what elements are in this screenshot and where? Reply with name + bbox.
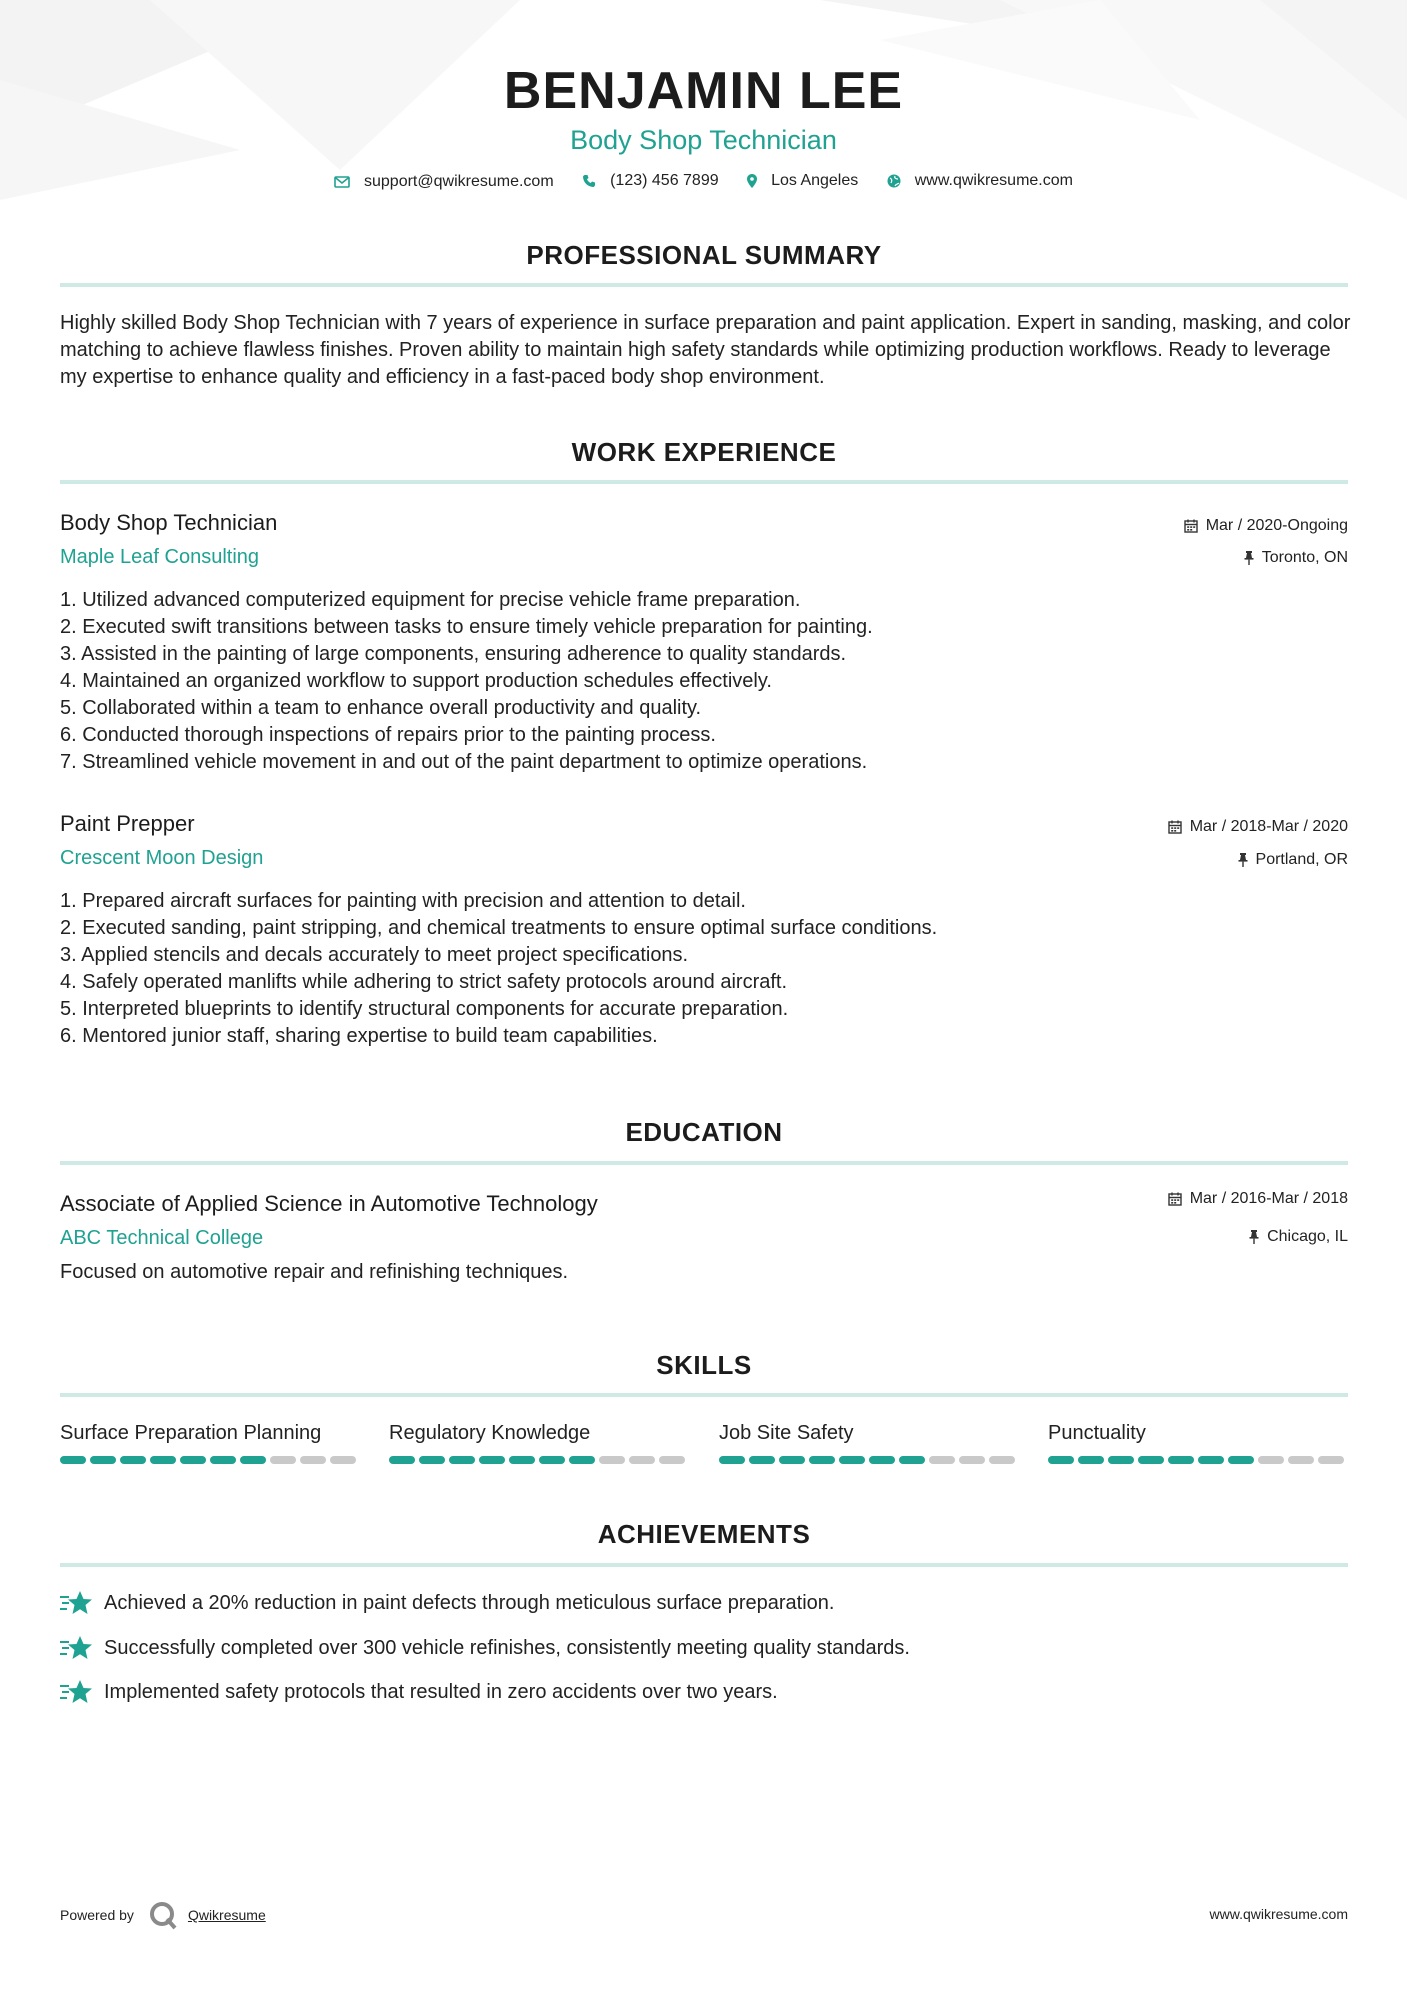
calendar-icon <box>1168 1192 1182 1206</box>
skill-level-segment-filled <box>509 1456 535 1464</box>
skill-level-segment-empty <box>989 1456 1015 1464</box>
calendar-icon <box>1168 820 1182 834</box>
skill-name: Punctuality <box>1048 1422 1146 1444</box>
section-divider <box>60 1161 1348 1165</box>
skill-level-segment-filled <box>210 1456 236 1464</box>
star-icon <box>60 1635 92 1661</box>
contact-phone[interactable] <box>582 172 719 190</box>
job-dates <box>1184 517 1348 535</box>
education-degree: Associate of Applied Science in Automotive Technology <box>60 1191 598 1216</box>
skill-level-segment-filled <box>1168 1456 1194 1464</box>
phone-icon <box>582 174 596 188</box>
skill-level-bar <box>719 1456 1019 1464</box>
achievement-item <box>60 1635 910 1661</box>
skill-item <box>1048 1420 1348 1464</box>
section-divider <box>60 480 1348 484</box>
skill-level-segment-filled <box>749 1456 775 1464</box>
star-icon <box>60 1590 92 1616</box>
job-location <box>1244 549 1348 567</box>
achievement-text: Successfully completed over 300 vehicle refinishes, consistently meeting quality standards. <box>104 1636 910 1659</box>
skill-level-segment-filled <box>539 1456 565 1464</box>
job-title: Body Shop Technician <box>60 510 278 535</box>
achievement-item <box>60 1679 778 1705</box>
skill-level-segment-empty <box>330 1456 356 1464</box>
skill-level-segment-filled <box>1078 1456 1104 1464</box>
skill-level-bar <box>60 1456 360 1464</box>
skill-level-segment-filled <box>479 1456 505 1464</box>
list-item: 7. Streamlined vehicle movement in and out of the paint department to optimize operations. <box>60 751 868 773</box>
skill-level-segment-filled <box>120 1456 146 1464</box>
summary-text: Highly skilled Body Shop Technician with 7 years of experience in surface preparation and paint application. Expert in sanding, masking, and color matching to achieve flawless finishes. Proven ability to maintain high safety standards while optimizing production workflows. Ready to leverage my expertise to enhance quality and efficiency in a fast-paced body shop environment. <box>60 312 1351 388</box>
skill-level-segment-empty <box>659 1456 685 1464</box>
list-item: 6. Conducted thorough inspections of repairs prior to the painting process. <box>60 724 716 746</box>
section-divider <box>60 1563 1348 1567</box>
education-dates <box>1168 1190 1348 1208</box>
job-bullets <box>60 888 1350 1050</box>
skill-name: Surface Preparation Planning <box>60 1422 322 1444</box>
skill-level-bar <box>389 1456 689 1464</box>
skill-level-segment-empty <box>300 1456 326 1464</box>
list-item: 2. Executed swift transitions between tasks to ensure timely vehicle preparation for painting. <box>60 616 873 638</box>
skill-level-segment-empty <box>1288 1456 1314 1464</box>
job-company: Crescent Moon Design <box>60 847 264 869</box>
job-dates-text: Mar / 2018-Mar / 2020 <box>1189 818 1348 835</box>
section-title-education: EDUCATION <box>625 1117 783 1147</box>
skill-level-segment-filled <box>1198 1456 1224 1464</box>
job-location-text: Portland, OR <box>1255 851 1348 868</box>
section-title-skills: SKILLS <box>656 1350 752 1380</box>
section-title-experience: WORK EXPERIENCE <box>571 437 837 467</box>
skill-name: Job Site Safety <box>719 1422 854 1444</box>
list-item: 2. Executed sanding, paint stripping, and chemical treatments to ensure optimal surface conditions. <box>60 917 938 939</box>
job-title: Paint Prepper <box>60 811 195 836</box>
qwikresume-logo-icon <box>148 1900 178 1930</box>
job-location <box>1238 851 1348 869</box>
powered-by-label: Powered by <box>60 1907 134 1923</box>
pushpin-icon <box>1238 853 1248 867</box>
skill-level-segment-filled <box>389 1456 415 1464</box>
section-title-achievements: ACHIEVEMENTS <box>597 1519 811 1549</box>
achievement-text: Implemented safety protocols that resulted in zero accidents over two years. <box>104 1680 778 1703</box>
education-description: Focused on automotive repair and refinishing techniques. <box>60 1261 569 1283</box>
globe-icon <box>887 174 901 188</box>
skill-level-segment-filled <box>1138 1456 1164 1464</box>
skill-level-segment-filled <box>240 1456 266 1464</box>
job-dates <box>1168 818 1348 836</box>
education-school: ABC Technical College <box>60 1227 264 1249</box>
skill-level-segment-filled <box>899 1456 925 1464</box>
skill-item <box>389 1420 689 1464</box>
contact-phone-text: (123) 456 7899 <box>610 172 719 189</box>
contact-email[interactable] <box>334 173 554 191</box>
job-dates-text: Mar / 2020-Ongoing <box>1205 517 1348 534</box>
skill-level-segment-filled <box>90 1456 116 1464</box>
skill-level-segment-filled <box>779 1456 805 1464</box>
skill-level-segment-empty <box>599 1456 625 1464</box>
skill-level-segment-empty <box>959 1456 985 1464</box>
list-item: 3. Applied stencils and decals accurately to meet project specifications. <box>60 944 689 966</box>
skill-level-segment-filled <box>1228 1456 1254 1464</box>
candidate-name: BENJAMIN LEE <box>503 62 904 120</box>
list-item: 5. Collaborated within a team to enhance overall productivity and quality. <box>60 697 702 719</box>
list-item: 3. Assisted in the painting of large components, ensuring adherence to quality standards. <box>60 643 847 665</box>
list-item: 1. Utilized advanced computerized equipment for precise vehicle frame preparation. <box>60 589 801 611</box>
contact-location <box>747 172 858 190</box>
star-icon <box>60 1679 92 1705</box>
skill-level-segment-empty <box>1318 1456 1344 1464</box>
candidate-title: Body Shop Technician <box>570 125 837 155</box>
pushpin-icon <box>1244 551 1254 565</box>
skill-level-segment-filled <box>60 1456 86 1464</box>
section-divider <box>60 1393 1348 1397</box>
list-item: 4. Safely operated manlifts while adhering to strict safety protocols around aircraft. <box>60 971 788 993</box>
skill-name: Regulatory Knowledge <box>389 1422 591 1444</box>
contact-website-text: www.qwikresume.com <box>914 172 1073 189</box>
contact-bar <box>0 172 1407 193</box>
skill-level-segment-filled <box>150 1456 176 1464</box>
section-title-summary: PROFESSIONAL SUMMARY <box>526 240 882 270</box>
qwikresume-link[interactable]: Qwikresume <box>187 1907 266 1923</box>
calendar-icon <box>1184 519 1198 533</box>
job-bullets <box>60 587 1350 776</box>
skill-level-segment-filled <box>1108 1456 1134 1464</box>
education-dates-text: Mar / 2016-Mar / 2018 <box>1189 1190 1348 1207</box>
job-location-text: Toronto, ON <box>1261 549 1348 566</box>
skill-level-segment-empty <box>629 1456 655 1464</box>
contact-email-text: support@qwikresume.com <box>364 173 554 190</box>
skill-level-segment-empty <box>929 1456 955 1464</box>
contact-location-text: Los Angeles <box>771 172 859 189</box>
skill-level-segment-filled <box>449 1456 475 1464</box>
envelope-icon <box>334 176 350 188</box>
contact-website[interactable] <box>887 172 1073 190</box>
skill-level-segment-empty <box>1258 1456 1284 1464</box>
skill-level-segment-empty <box>270 1456 296 1464</box>
skill-level-segment-filled <box>569 1456 595 1464</box>
skill-level-segment-filled <box>809 1456 835 1464</box>
list-item: 1. Prepared aircraft surfaces for painting with precision and attention to detail. <box>60 890 746 912</box>
section-divider <box>60 283 1348 287</box>
skill-level-segment-filled <box>180 1456 206 1464</box>
list-item: 6. Mentored junior staff, sharing expertise to build team capabilities. <box>60 1025 658 1047</box>
map-pin-icon <box>747 174 757 188</box>
job-company: Maple Leaf Consulting <box>60 546 260 568</box>
list-item: 5. Interpreted blueprints to identify structural components for accurate preparation. <box>60 998 789 1020</box>
skill-level-bar <box>1048 1456 1348 1464</box>
achievement-text: Achieved a 20% reduction in paint defects through meticulous surface preparation. <box>104 1591 835 1614</box>
list-item: 4. Maintained an organized workflow to support production schedules effectively. <box>60 670 772 692</box>
education-location <box>1249 1228 1348 1246</box>
pushpin-icon <box>1249 1230 1259 1244</box>
skill-level-segment-filled <box>869 1456 895 1464</box>
footer-website[interactable]: www.qwikresume.com <box>1209 1906 1348 1922</box>
resume-header <box>0 58 1407 160</box>
skill-level-segment-filled <box>1048 1456 1074 1464</box>
skill-level-segment-filled <box>719 1456 745 1464</box>
skill-item <box>719 1420 1019 1464</box>
skill-level-segment-filled <box>839 1456 865 1464</box>
skill-item <box>60 1420 360 1464</box>
achievement-item <box>60 1590 834 1616</box>
education-location-text: Chicago, IL <box>1267 1228 1348 1245</box>
skill-level-segment-filled <box>419 1456 445 1464</box>
footer-powered-by <box>60 1900 266 1930</box>
